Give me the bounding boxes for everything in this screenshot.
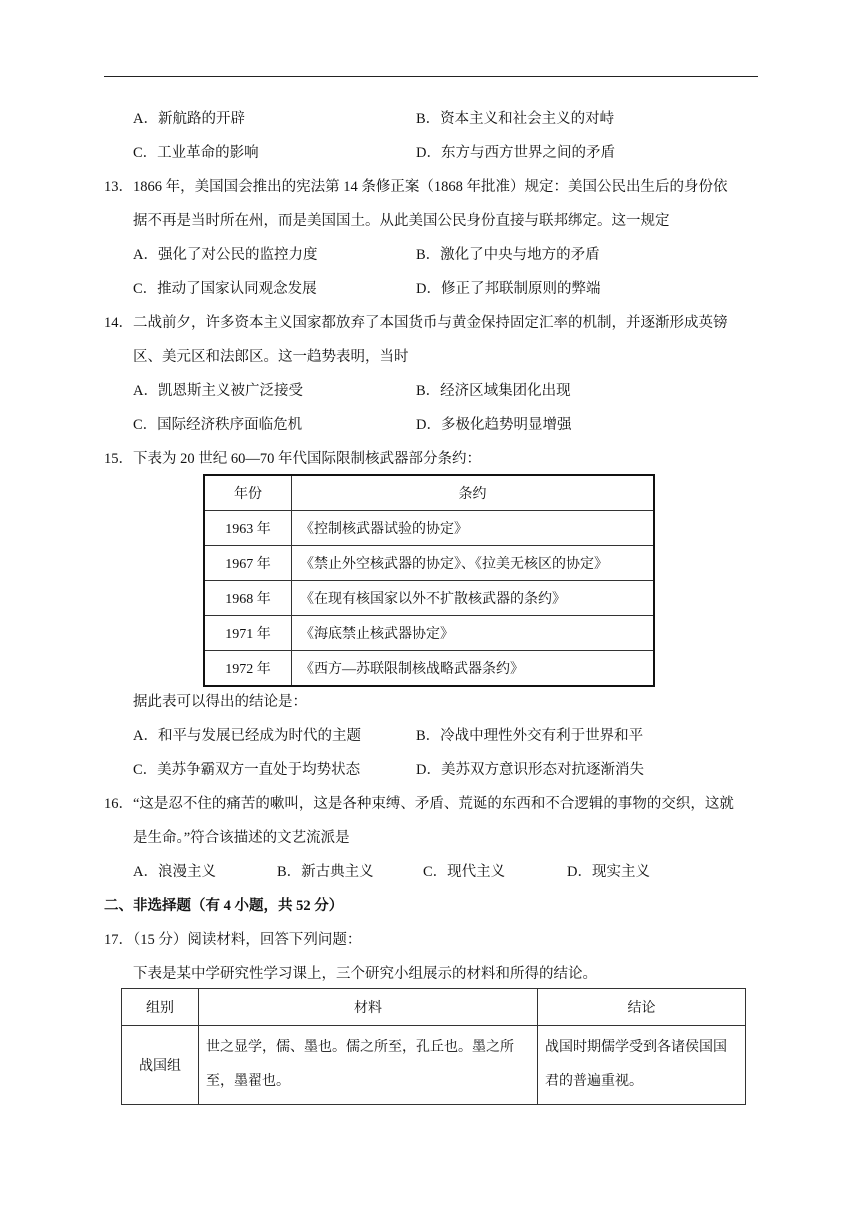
table-header-row (204, 475, 654, 511)
table-header-row (122, 989, 746, 1026)
q15-treaty-table (203, 474, 655, 687)
q14-stem-line2: 区、美元区和法郎区。这一趋势表明，当时 (133, 349, 409, 365)
table-cell-year: 1968 年 (204, 581, 292, 616)
table-cell-year: 1967 年 (204, 546, 292, 581)
option-b[interactable]: B．资本主义和社会主义的对峙 (416, 111, 615, 127)
q16-option-b[interactable]: B．新古典主义 (277, 864, 374, 880)
q13-option-c[interactable]: C．推动了国家认同观念发展 (133, 281, 317, 297)
q13-option-d[interactable]: D．修正了邦联制原则的弊端 (416, 281, 601, 297)
table-row (122, 1026, 746, 1105)
table-row (204, 581, 654, 616)
q16-option-a[interactable]: A．浪漫主义 (133, 864, 216, 880)
q13-stem-line1: 13．1866 年，美国国会推出的宪法第 14 条修正案（1868 年批准）规定：美国公民出生后的身份依 (104, 179, 728, 195)
material-text: 世之显学，儒、墨也。儒之所至，孔丘也。墨之所至，墨翟也。 (206, 1040, 514, 1089)
q14-stem-line1: 14．二战前夕，许多资本主义国家都放弃了本国货币与黄金保持固定汇率的机制，并逐渐形成英镑 (104, 315, 728, 331)
table-row (204, 616, 654, 651)
table-cell-year: 1972 年 (204, 651, 292, 687)
table-cell-material (199, 1026, 538, 1105)
q14-option-b[interactable]: B．经济区域集团化出现 (416, 383, 571, 399)
q16-option-c[interactable]: C．现代主义 (423, 864, 506, 880)
table-cell-treaty: 《海底禁止核武器协定》 (292, 616, 655, 651)
table-cell-treaty: 《在现有核国家以外不扩散核武器的条约》 (292, 581, 655, 616)
q15-option-d[interactable]: D．美苏双方意识形态对抗逐渐消失 (416, 762, 644, 778)
q14-option-c[interactable]: C．国际经济秩序面临危机 (133, 417, 303, 433)
table-cell-year: 1963 年 (204, 511, 292, 546)
q16-stem-line2: 是生命。”符合该描述的文艺流派是 (133, 830, 350, 846)
q15-option-b[interactable]: B．冷战中理性外交有利于世界和平 (416, 728, 644, 744)
q17-stem: 17．（15 分）阅读材料，回答下列问题： (104, 932, 362, 948)
table-row (204, 511, 654, 546)
option-d[interactable]: D．东方与西方世界之间的矛盾 (416, 145, 615, 161)
table-cell-treaty: 《西方—苏联限制核战略武器条约》 (292, 651, 655, 687)
table-row (204, 651, 654, 687)
header-rule (104, 76, 758, 77)
option-c[interactable]: C．工业革命的影响 (133, 145, 259, 161)
table-header-treaty: 条约 (292, 475, 655, 511)
table-header-year: 年份 (204, 475, 292, 511)
q17-material-table (121, 988, 746, 1105)
q14-option-d[interactable]: D．多极化趋势明显增强 (416, 417, 572, 433)
q16-option-d[interactable]: D．现实主义 (567, 864, 650, 880)
q15-option-c[interactable]: C．美苏争霸双方一直处于均势状态 (133, 762, 361, 778)
table-header-material: 材料 (199, 989, 538, 1026)
q13-option-b[interactable]: B．激化了中央与地方的矛盾 (416, 247, 600, 263)
q13-stem-line2: 据不再是当时所在州，而是美国国土。从此美国公民身份直接与联邦绑定。这一规定 (133, 213, 670, 229)
q15-conclusion-prompt: 据此表可以得出的结论是： (133, 694, 307, 710)
q15-stem: 15．下表为 20 世纪 60—70 年代国际限制核武器部分条约： (104, 451, 481, 467)
table-header-group: 组别 (122, 989, 199, 1026)
table-header-conclusion: 结论 (538, 989, 746, 1026)
q13-option-a[interactable]: A．强化了对公民的监控力度 (133, 247, 318, 263)
table-cell-group: 战国组 (122, 1026, 199, 1105)
section-heading: 二、非选择题（有 4 小题，共 52 分） (104, 898, 344, 914)
q15-option-a[interactable]: A．和平与发展已经成为时代的主题 (133, 728, 361, 744)
q17-intro: 下表是某中学研究性学习课上，三个研究小组展示的材料和所得的结论。 (133, 966, 597, 982)
table-row (204, 546, 654, 581)
table-cell-conclusion (538, 1026, 746, 1105)
q14-option-a[interactable]: A．凯恩斯主义被广泛接受 (133, 383, 303, 399)
table-cell-treaty: 《禁止外空核武器的协定》、《拉美无核区的协定》 (292, 546, 655, 581)
table-cell-treaty: 《控制核武器试验的协定》 (292, 511, 655, 546)
option-a[interactable]: A．新航路的开辟 (133, 111, 245, 127)
conclusion-text: 战国时期儒学受到各诸侯国国君的普遍重视。 (545, 1040, 727, 1089)
table-cell-year: 1971 年 (204, 616, 292, 651)
q16-stem-line1: 16．“这是忍不住的痛苦的嗽叫，这是各种束缚、矛盾、荒诞的东西和不合逻辑的事物的交织，这就 (104, 796, 734, 812)
